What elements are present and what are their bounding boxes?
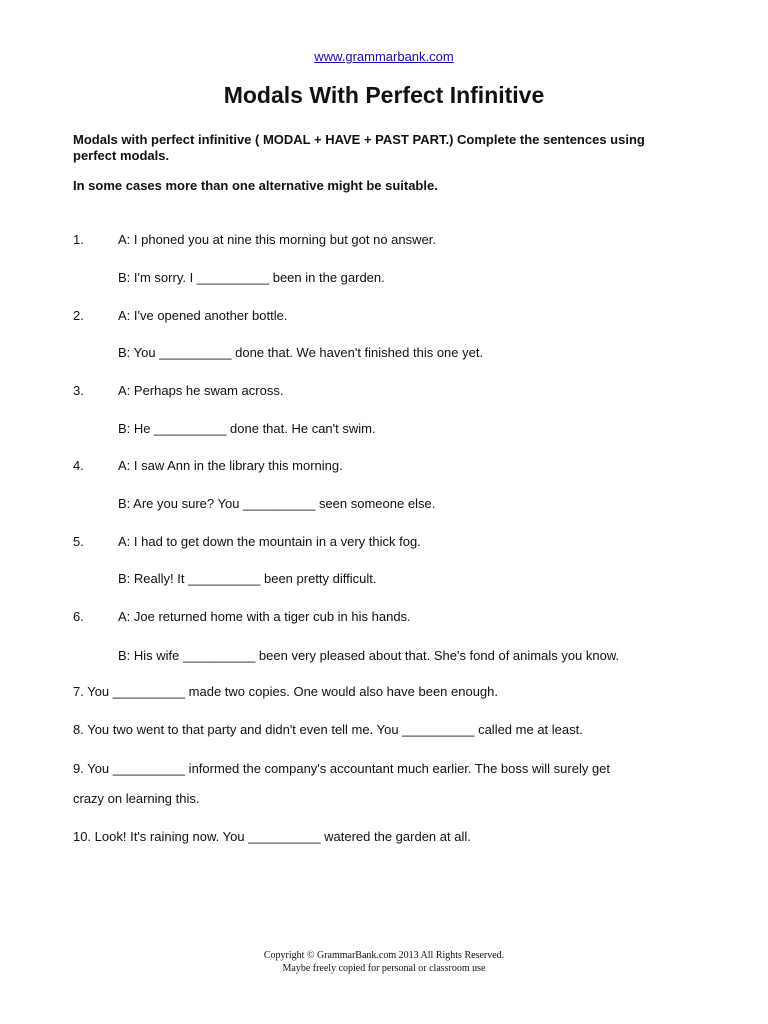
instructions-note: In some cases more than one alternative might be suitable.	[73, 178, 438, 193]
exercise-number: 3.	[73, 383, 84, 398]
exercise-line-a: A: Perhaps he swam across.	[118, 383, 284, 398]
sentence-item: 10. Look! It's raining now. You __________ watered the garden at all.	[73, 829, 471, 844]
sentence-item: 8. You two went to that party and didn't even tell me. You __________ called me at least.	[73, 722, 583, 737]
exercise-line-b: B: He __________ done that. He can't swim.	[118, 421, 376, 436]
sentence-item-continued: crazy on learning this.	[73, 791, 200, 806]
instructions-text: Modals with perfect infinitive ( MODAL + HAVE + PAST PART.) Complete the sentences using perfect modals.	[73, 132, 645, 163]
exercise-number: 2.	[73, 308, 84, 323]
page-footer	[0, 949, 768, 975]
exercise-line-a: A: I saw Ann in the library this morning.	[118, 458, 343, 473]
exercise-line-b: B: His wife __________ been very pleased about that. She's fond of animals you know.	[118, 648, 620, 663]
exercise-line-a: A: Joe returned home with a tiger cub in his hands.	[118, 609, 411, 624]
exercise-number: 6.	[73, 609, 84, 624]
exercise-line-a: A: I phoned you at nine this morning but got no answer.	[118, 232, 436, 247]
sentence-item: 7. You __________ made two copies. One would also have been enough.	[73, 684, 499, 699]
exercise-line-b: B: I'm sorry. I __________ been in the garden.	[118, 270, 385, 285]
exercise-line-b: B: You __________ done that. We haven't finished this one yet.	[118, 345, 484, 360]
exercise-line-a: A: I had to get down the mountain in a very thick fog.	[118, 534, 421, 549]
exercise-number: 4.	[73, 458, 84, 473]
page-title: Modals With Perfect Infinitive	[223, 82, 545, 108]
exercise-line-b: B: Really! It __________ been pretty difficult.	[118, 571, 377, 586]
usage-note: Maybe freely copied for personal or classroom use	[282, 963, 486, 974]
exercise-number: 1.	[73, 232, 84, 247]
exercise-number: 5.	[73, 534, 84, 549]
exercise-line-a: A: I've opened another bottle.	[118, 308, 288, 323]
site-url-link[interactable]: www.grammarbank.com	[314, 49, 454, 64]
exercise-line-b: B: Are you sure? You __________ seen someone else.	[118, 496, 436, 511]
sentence-item: 9. You __________ informed the company's accountant much earlier. The boss will surely get	[73, 761, 611, 776]
copyright-text: Copyright © GrammarBank.com 2013 All Rights Reserved.	[263, 950, 505, 961]
